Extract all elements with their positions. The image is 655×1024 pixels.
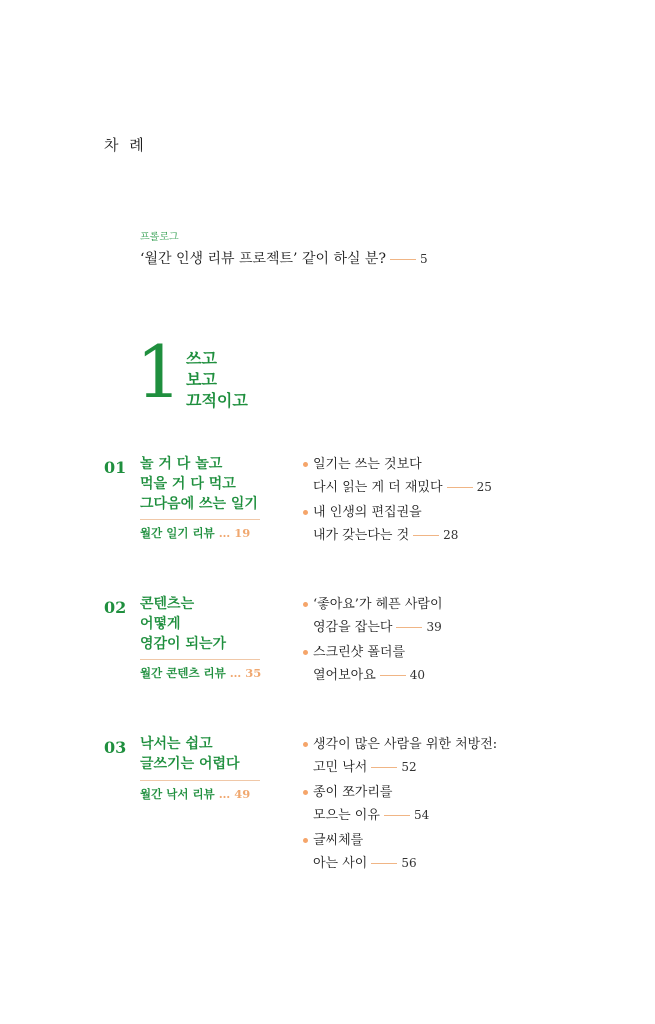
chapter-number: 01 [104, 458, 127, 477]
item-line: 영감을 잡는다 [313, 620, 393, 635]
item-line: 모으는 이유 [313, 808, 380, 823]
item-line: 일기는 쓰는 것보다 [313, 457, 422, 472]
review-page-number: … 35 [229, 666, 262, 680]
item-line: 아는 사이 [313, 856, 368, 871]
toc-item [303, 830, 417, 875]
leader-line [384, 815, 410, 816]
leader-line [413, 535, 439, 536]
item-line: 다시 읽는 게 더 재밌다 [313, 480, 443, 495]
bullet-dot-icon [303, 462, 308, 467]
item-line: 종이 쪼가리를 [313, 785, 393, 800]
item-line: 글씨체를 [313, 833, 364, 848]
review-divider [140, 780, 260, 781]
item-line: 생각이 많은 사람을 위한 처방전: [313, 737, 498, 752]
leader-line [371, 863, 397, 864]
page-number: 54 [413, 808, 430, 822]
chapter-title-line: 먹을 거 다 먹고 [140, 476, 236, 492]
review-label: 월간 일기 리뷰 [140, 526, 215, 540]
chapter-title-line: 글쓰기는 어렵다 [140, 756, 240, 772]
toc-item [303, 454, 492, 499]
chapter-title-line: 낙서는 쉽고 [140, 736, 213, 752]
leader-line [447, 487, 473, 488]
chapter-title-line: 놀 거 다 놀고 [140, 456, 223, 472]
item-line: 스크린샷 폴더를 [313, 645, 406, 660]
prologue-title: ‘월간 인생 리뷰 프로젝트’ 같이 하실 분? [140, 251, 386, 267]
bullet-dot-icon [303, 838, 308, 843]
prologue-label: 프롤로그 [140, 232, 179, 243]
item-line: ‘좋아요’가 헤픈 사람이 [313, 597, 443, 612]
page-number: 25 [476, 480, 492, 494]
review-divider [140, 519, 260, 520]
bullet-dot-icon [303, 742, 308, 747]
toc-item [303, 502, 458, 547]
part-title-line: 쓰고 [186, 349, 217, 368]
toc-item [303, 734, 497, 779]
bullet-dot-icon [303, 650, 308, 655]
chapter-number: 03 [104, 738, 127, 757]
item-line: 내가 갖는다는 것 [313, 528, 410, 543]
leader-line [371, 767, 397, 768]
part-number: 1 [136, 330, 182, 414]
monthly-review-entry [140, 525, 250, 541]
item-line: 열어보아요 [313, 668, 376, 683]
toc-item [303, 782, 429, 827]
part-title [186, 348, 248, 411]
review-page-number: … 19 [218, 526, 251, 540]
review-label: 월간 콘텐츠 리뷰 [140, 666, 226, 680]
part-title-line: 끄적이고 [186, 391, 248, 410]
chapter-title-line: 영감이 되는가 [140, 636, 227, 652]
chapter-number: 02 [104, 598, 127, 617]
page-number: 52 [401, 760, 417, 774]
toc-item [303, 642, 425, 687]
bullet-dot-icon [303, 790, 308, 795]
chapter-title [140, 594, 226, 654]
item-line: 고민 낙서 [313, 760, 368, 775]
chapter-title [140, 454, 258, 514]
bullet-dot-icon [303, 602, 308, 607]
page-number: 28 [443, 528, 459, 542]
page-number: 56 [401, 856, 417, 870]
bullet-dot-icon [303, 510, 308, 515]
review-divider [140, 659, 260, 660]
leader-line [380, 675, 406, 676]
leader-line [396, 627, 422, 628]
review-label: 월간 낙서 리뷰 [140, 787, 215, 801]
item-line: 내 인생의 편집권을 [313, 505, 422, 520]
part-title-line: 보고 [186, 370, 217, 389]
prologue-entry [140, 248, 428, 268]
monthly-review-entry [140, 665, 261, 681]
review-page-number: … 49 [218, 787, 251, 801]
chapter-title-line: 콘텐츠는 [140, 596, 195, 612]
toc-item [303, 594, 443, 639]
toc-title: 차 례 [104, 136, 147, 154]
chapter-title [140, 734, 240, 774]
page-number: 40 [409, 668, 426, 682]
leader-line [390, 259, 416, 260]
monthly-review-entry [140, 786, 250, 802]
chapter-title-line: 어떻게 [140, 616, 181, 632]
chapter-title-line: 그다음에 쓰는 일기 [140, 496, 258, 512]
page-number: 5 [419, 252, 428, 266]
page-number: 39 [426, 620, 442, 634]
